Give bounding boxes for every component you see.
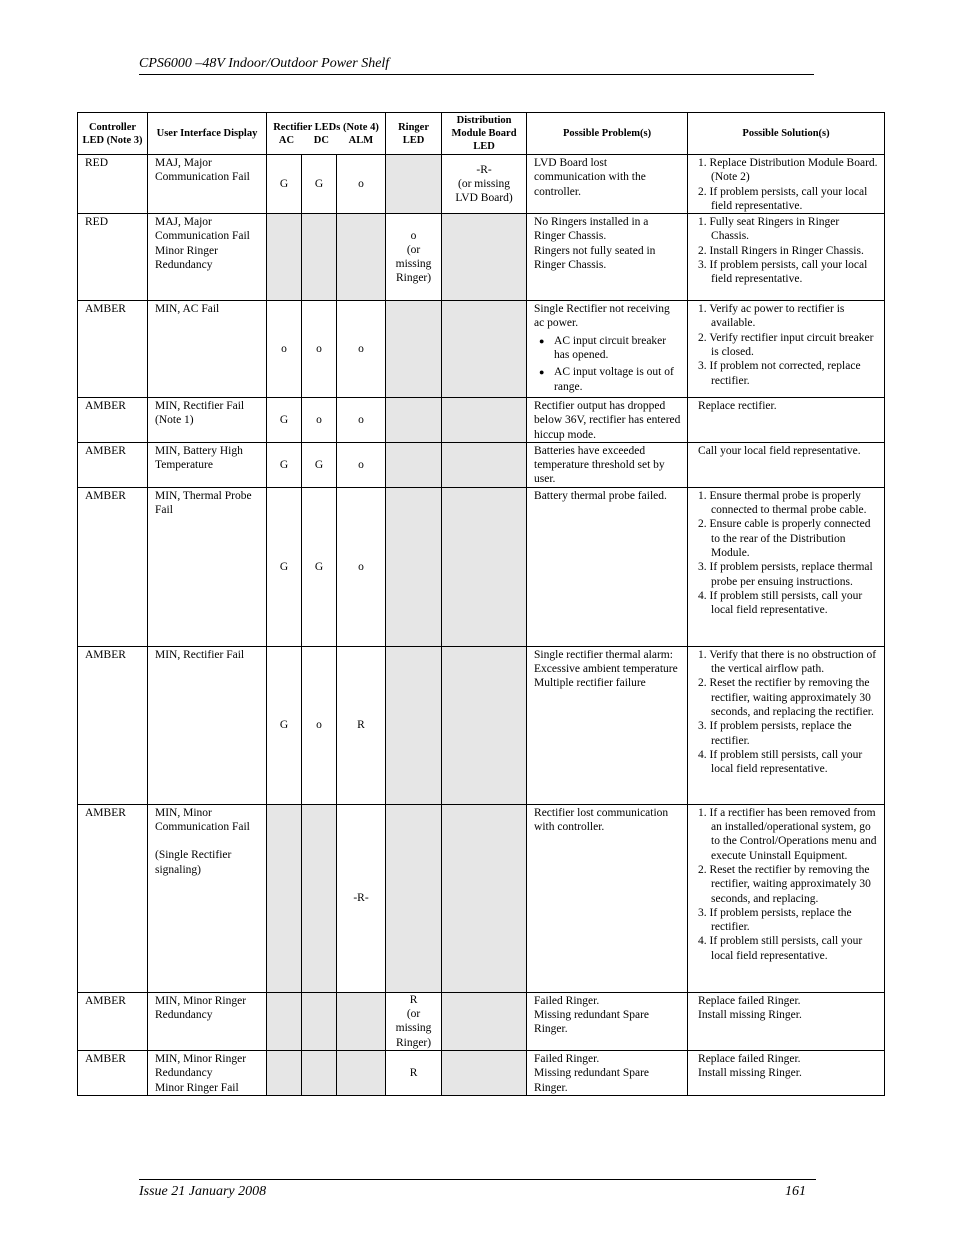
- user-interface-cell: [148, 487, 267, 646]
- controller-led-cell: RED: [78, 155, 148, 214]
- header-title: CPS6000 –48V Indoor/Outdoor Power Shelf: [139, 56, 390, 71]
- solution-cell: [688, 155, 885, 214]
- ringer-led-cell: [386, 397, 442, 442]
- solution-list: [695, 648, 878, 777]
- solution-item: 1. Replace Distribution Module Board. (Note 2): [698, 157, 878, 184]
- solution-item: 3. If problem persists, replace the rectifier.: [698, 906, 852, 934]
- solution-item: 2. Verify rectifier input circuit breaker is closed.: [698, 331, 874, 359]
- rectifier-alm-led-cell: o: [337, 155, 386, 214]
- display-line: MIN, Rectifier Fail (Note 1): [155, 399, 245, 427]
- solution-cell: [688, 214, 885, 301]
- rectifier-alm-led-cell: [337, 992, 386, 1050]
- problem-line: Battery thermal probe failed.: [534, 489, 667, 502]
- ringer-led-line: missing: [395, 258, 432, 271]
- problem-line: Ringers not fully seated in Ringer Chassis.: [534, 244, 656, 272]
- rectifier-alm-led-cell: o: [337, 487, 386, 646]
- solution-list: [695, 444, 878, 458]
- distribution-led-line: LVD Board): [455, 192, 513, 205]
- ringer-led-cell: [386, 804, 442, 992]
- solution-item: Install missing Ringer.: [698, 1067, 802, 1080]
- solution-cell: [688, 992, 885, 1050]
- solution-item: 2. If problem persists, call your local field representative.: [698, 185, 868, 212]
- distribution-led-line: (or missing: [457, 177, 511, 190]
- rectifier-dc-led-cell: [302, 1050, 337, 1095]
- rectifier-alm-led-cell: -R-: [337, 804, 386, 992]
- solution-item: Call your local field representative.: [698, 444, 861, 457]
- controller-led-cell: AMBER: [78, 301, 148, 398]
- ringer-led-cell: [386, 301, 442, 398]
- problem-line: LVD Board lost communication with the controller.: [534, 157, 646, 198]
- problem-line: Failed Ringer.: [534, 1052, 600, 1065]
- user-interface-cell: [148, 442, 267, 487]
- rectifier-ac-led-cell: G: [267, 646, 302, 804]
- user-interface-cell: [148, 646, 267, 804]
- solution-item: 4. If problem still persists, call your local field representative.: [698, 748, 863, 776]
- header-alm: ALM: [348, 134, 374, 146]
- problem-cell: [527, 487, 688, 646]
- solution-list: [695, 994, 878, 1023]
- user-interface-cell: [148, 804, 267, 992]
- solution-cell: [688, 397, 885, 442]
- problem-line: Batteries have exceeded temperature threshold set by user.: [534, 444, 665, 486]
- display-line: MIN, Rectifier Fail: [155, 648, 245, 661]
- solution-item: 4. If problem still persists, call your local field representative.: [698, 589, 863, 617]
- problem-cell: [527, 1050, 688, 1095]
- problem-bullets: [534, 334, 681, 394]
- rectifier-alm-led-cell: o: [337, 442, 386, 487]
- distribution-led-cell: [442, 301, 527, 398]
- rectifier-alm-led-cell: R: [337, 646, 386, 804]
- display-line: [155, 834, 260, 848]
- ringer-led-cell: [386, 487, 442, 646]
- rectifier-ac-led-cell: [267, 992, 302, 1050]
- header-problems: Possible Problem(s): [527, 113, 688, 155]
- table-row: [78, 214, 885, 301]
- solution-item: 2. Reset the rectifier by removing the rectifier, waiting approximately 30 seconds, and replacing.: [698, 863, 871, 905]
- rectifier-ac-led-cell: G: [267, 487, 302, 646]
- rectifier-ac-led-cell: o: [267, 301, 302, 398]
- solution-item: 1. Verify that there is no obstruction of the vertical airflow path.: [698, 648, 877, 676]
- solution-list: [695, 399, 878, 413]
- rectifier-leds-label: Rectifier LEDs (Note 4): [273, 121, 379, 133]
- ringer-led-line: missing: [395, 1022, 432, 1035]
- table-header-row: [78, 113, 885, 155]
- controller-led-cell: RED: [78, 214, 148, 301]
- rectifier-dc-led-cell: o: [302, 646, 337, 804]
- distribution-led-cell: [442, 397, 527, 442]
- rectifier-ac-led-cell: G: [267, 155, 302, 214]
- solution-item: 1. Fully seat Ringers in Ringer Chassis.: [698, 216, 840, 243]
- page-header: [139, 56, 814, 75]
- problem-line: Missing redundant Spare Ringer.: [534, 1067, 650, 1094]
- controller-led-cell: AMBER: [78, 646, 148, 804]
- table-row: [78, 397, 885, 442]
- controller-led-cell: AMBER: [78, 1050, 148, 1095]
- problem-bullet: ● AC input voltage is out of range.: [534, 365, 681, 394]
- display-line: MIN, Battery High Temperature: [155, 444, 243, 472]
- display-line: MIN, Minor Ringer Redundancy: [155, 994, 247, 1022]
- solution-list: [695, 489, 878, 618]
- problem-cell: [527, 992, 688, 1050]
- rectifier-dc-led-cell: o: [302, 301, 337, 398]
- solution-item: 1. Ensure thermal probe is properly connected to thermal probe cable.: [698, 489, 867, 517]
- solution-cell: [688, 646, 885, 804]
- problem-cell: [527, 301, 688, 398]
- solution-cell: [688, 487, 885, 646]
- solution-item: 3. If problem persists, replace the rectifier.: [698, 720, 852, 747]
- header-user-interface: User Interface Display: [148, 113, 267, 155]
- problem-cell: [527, 804, 688, 992]
- solution-item: 3. If problem persists, replace thermal probe per ensuing instructions.: [698, 561, 873, 588]
- ringer-led-cell: [386, 1050, 442, 1095]
- distribution-led-line: -R-: [476, 163, 492, 176]
- solution-list: [695, 806, 878, 963]
- user-interface-cell: [148, 214, 267, 301]
- ringer-led-cell: [386, 646, 442, 804]
- rectifier-alm-led-cell: o: [337, 301, 386, 398]
- display-line: MAJ, Major Communication Fail: [155, 216, 250, 243]
- solution-item: 4. If problem still persists, call your local field representative.: [698, 935, 863, 962]
- rectifier-alm-led-cell: o: [337, 397, 386, 442]
- distribution-led-cell: [442, 214, 527, 301]
- rectifier-ac-led-cell: [267, 1050, 302, 1095]
- problem-line: Failed Ringer.: [534, 994, 600, 1007]
- rectifier-ac-led-cell: [267, 804, 302, 992]
- header-solutions: Possible Solution(s): [688, 113, 885, 155]
- table-row: [78, 301, 885, 398]
- ringer-led-cell: [386, 442, 442, 487]
- rectifier-alm-led-cell: [337, 214, 386, 301]
- solution-list: [695, 156, 878, 213]
- controller-led-cell: AMBER: [78, 487, 148, 646]
- troubleshooting-table: [77, 112, 885, 1096]
- ringer-led-line: Ringer): [395, 1036, 432, 1049]
- ringer-led-cell: [386, 992, 442, 1050]
- rectifier-dc-led-cell: o: [302, 397, 337, 442]
- problem-line: Single Rectifier not receiving ac power.: [534, 303, 670, 330]
- solution-item: 2. Reset the rectifier by removing the rectifier, waiting approximately 30 seconds, and replacing the rectifier.: [698, 677, 874, 718]
- distribution-led-cell: [442, 1050, 527, 1095]
- display-line: MIN, AC Fail: [155, 303, 220, 316]
- header-rectifier-leds: [267, 113, 386, 155]
- rectifier-dc-led-cell: G: [302, 487, 337, 646]
- user-interface-cell: [148, 155, 267, 214]
- solution-list: [695, 1052, 878, 1081]
- problem-line: Missing redundant Spare Ringer.: [534, 1009, 650, 1036]
- distribution-led-cell: [442, 646, 527, 804]
- solution-list: [695, 302, 878, 388]
- problem-cell: [527, 646, 688, 804]
- solution-cell: [688, 1050, 885, 1095]
- rectifier-ac-led-cell: G: [267, 442, 302, 487]
- header-ringer-led: Ringer LED: [386, 113, 442, 155]
- solution-item: 1. If a rectifier has been removed from an installed/operational system, go to the Control/Operations menu and execute Uninstall Equipment.: [698, 806, 877, 862]
- solution-item: Replace failed Ringer.: [698, 994, 801, 1007]
- solution-item: Install missing Ringer.: [698, 1009, 802, 1022]
- display-line: MIN, Minor Ringer Redundancy: [155, 1052, 247, 1080]
- ringer-led-line: (or: [406, 243, 421, 256]
- controller-led-cell: AMBER: [78, 804, 148, 992]
- header-ac: AC: [278, 134, 295, 146]
- distribution-led-cell: [442, 487, 527, 646]
- footer-issue: Issue 21 January 2008: [139, 1184, 267, 1199]
- problem-line: Rectifier lost communication with controller.: [534, 806, 669, 834]
- rectifier-dc-led-cell: [302, 214, 337, 301]
- rectifier-ac-led-cell: [267, 214, 302, 301]
- user-interface-cell: [148, 992, 267, 1050]
- page-number: 161: [785, 1184, 806, 1199]
- problem-cell: [527, 442, 688, 487]
- rectifier-dc-led-cell: G: [302, 442, 337, 487]
- solution-item: 2. Ensure cable is properly connected to the rear of the Distribution Module.: [698, 518, 871, 559]
- controller-led-cell: AMBER: [78, 992, 148, 1050]
- solution-item: 3. If problem persists, call your local field representative.: [698, 259, 868, 286]
- solution-cell: [688, 442, 885, 487]
- ringer-led-cell: [386, 214, 442, 301]
- solution-list: [695, 215, 878, 286]
- problem-cell: [527, 214, 688, 301]
- distribution-led-cell: [442, 155, 527, 214]
- solution-cell: [688, 301, 885, 398]
- solution-item: Replace failed Ringer.: [698, 1052, 801, 1065]
- display-line: MIN, Minor Communication Fail: [155, 806, 250, 834]
- table-row: [78, 992, 885, 1050]
- problem-line: Single rectifier thermal alarm: Excessive ambient temperature Multiple rectifier failure: [534, 648, 678, 690]
- problem-cell: [527, 155, 688, 214]
- display-line: Minor Ringer Fail: [155, 1081, 239, 1094]
- user-interface-cell: [148, 301, 267, 398]
- problem-line: Rectifier output has dropped below 36V, rectifier has entered hiccup mode.: [534, 399, 681, 441]
- problem-bullet: ● AC input circuit breaker has opened.: [534, 334, 681, 363]
- rectifier-ac-led-cell: G: [267, 397, 302, 442]
- table-row: [78, 155, 885, 214]
- table-row: [78, 1050, 885, 1095]
- ringer-led-line: o: [410, 229, 417, 242]
- solution-cell: [688, 804, 885, 992]
- distribution-led-cell: [442, 442, 527, 487]
- problem-line: No Ringers installed in a Ringer Chassis.: [534, 216, 649, 243]
- display-line: MIN, Thermal Probe Fail: [155, 489, 252, 517]
- table-row: [78, 646, 885, 804]
- ringer-led-line: R: [409, 993, 418, 1006]
- distribution-led-cell: [442, 992, 527, 1050]
- controller-led-cell: AMBER: [78, 442, 148, 487]
- header-controller-led: Controller LED (Note 3): [78, 113, 148, 155]
- controller-led-cell: AMBER: [78, 397, 148, 442]
- table-row: [78, 487, 885, 646]
- page-footer: [139, 1179, 816, 1199]
- table-row: [78, 804, 885, 992]
- solution-item: 3. If problem not corrected, replace rectifier.: [698, 360, 861, 387]
- ringer-led-line: Ringer): [395, 272, 432, 285]
- display-line: Minor Ringer Redundancy: [155, 244, 218, 272]
- rectifier-alm-led-cell: [337, 1050, 386, 1095]
- rectifier-dc-led-cell: G: [302, 155, 337, 214]
- solution-item: Replace rectifier.: [698, 399, 777, 412]
- header-dc: DC: [313, 134, 329, 146]
- display-line: (Single Rectifier signaling): [155, 849, 232, 876]
- solution-item: 2. Install Ringers in Ringer Chassis.: [698, 244, 864, 257]
- distribution-led-cell: [442, 804, 527, 992]
- table-row: [78, 442, 885, 487]
- user-interface-cell: [148, 397, 267, 442]
- ringer-led-line: R: [409, 1066, 418, 1079]
- ringer-led-line: (or: [406, 1008, 421, 1021]
- display-line: MAJ, Major Communication Fail: [155, 157, 250, 184]
- user-interface-cell: [148, 1050, 267, 1095]
- header-dist-led: Distribution Module Board LED: [442, 113, 527, 155]
- ringer-led-cell: [386, 155, 442, 214]
- solution-item: 1. Verify ac power to rectifier is available.: [698, 303, 845, 330]
- problem-cell: [527, 397, 688, 442]
- rectifier-dc-led-cell: [302, 804, 337, 992]
- rectifier-dc-led-cell: [302, 992, 337, 1050]
